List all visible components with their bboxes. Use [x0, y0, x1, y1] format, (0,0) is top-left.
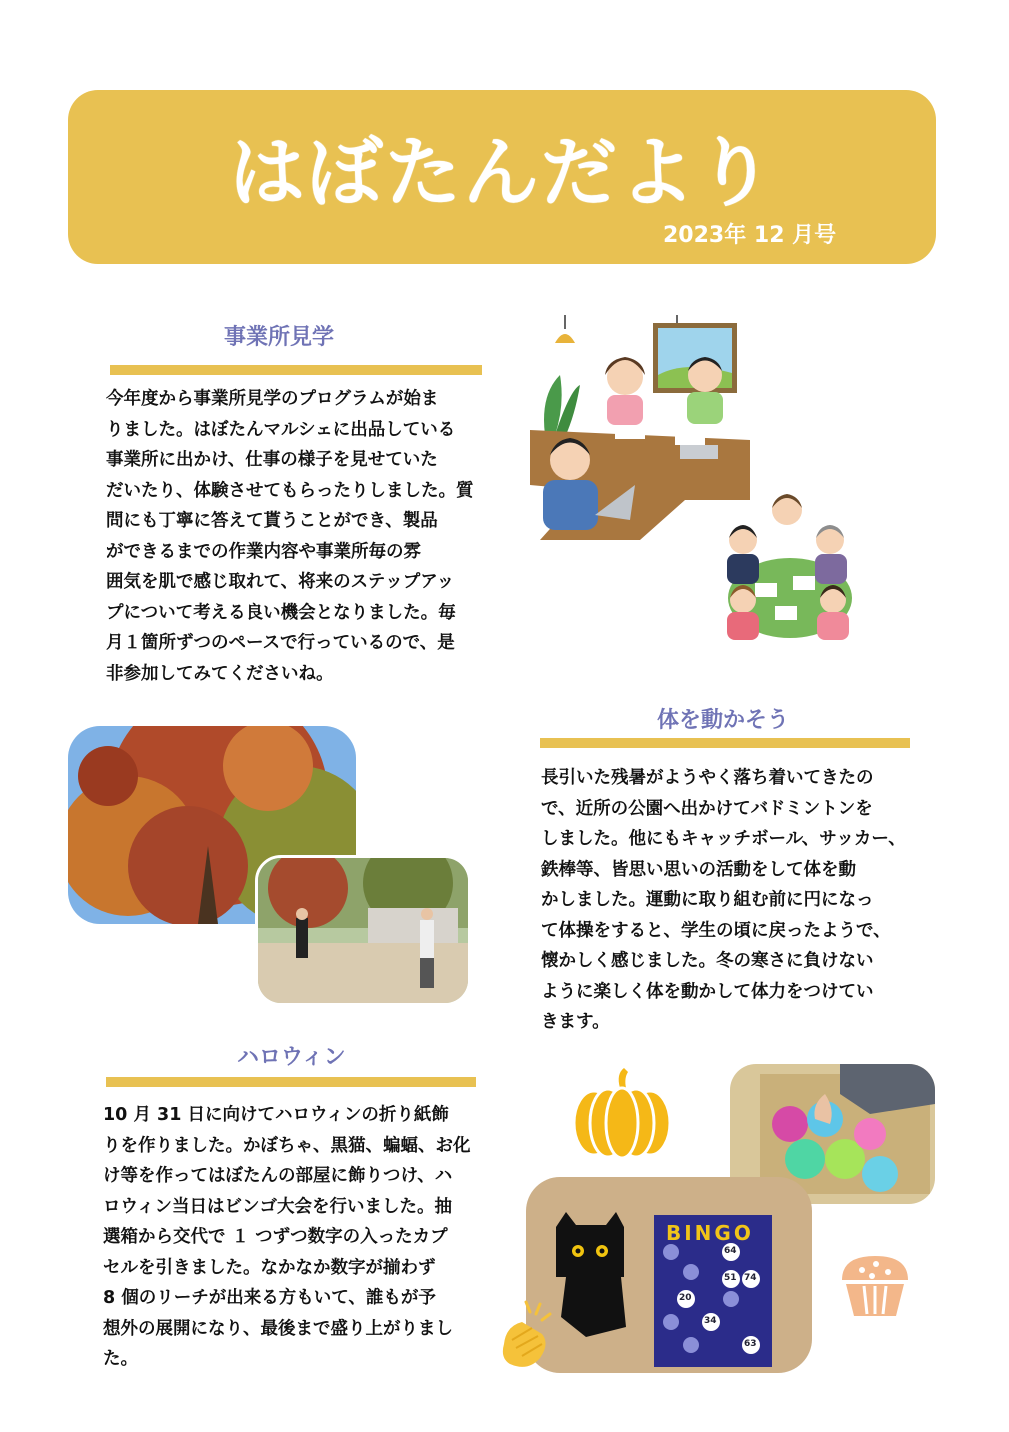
body-line: 選箱から交代で １ つずつ数字の入ったカプ	[103, 1227, 448, 1247]
bingo-card-title: BINGO	[666, 1221, 754, 1245]
issue-date: 2023年 12 月号	[663, 223, 837, 248]
section-body-visit	[106, 384, 486, 689]
body-line: セルを引きました。なかなか数字が揃わず	[103, 1257, 436, 1278]
body-line: 囲気を肌で感じ取れて、将来のステップアッ	[106, 572, 455, 592]
bingo-number: 64	[724, 1246, 737, 1256]
body-line: 月１箇所ずつのペースで行っているので、是	[106, 633, 455, 653]
section-rule-halloween	[106, 1077, 476, 1087]
body-line: 事業所に出かけ、仕事の様子を見せていた	[106, 450, 438, 470]
section-body-exercise	[541, 763, 921, 1038]
newsletter-title: はぼたんだより	[229, 128, 775, 217]
body-line: りました。はぼたんマルシェに出品している	[106, 419, 456, 440]
body-line: た。	[103, 1349, 138, 1369]
body-line: て体操をすると、学生の頃に戻ったようで、	[541, 920, 891, 941]
body-line: プについて考える良い機会となりました。毎	[106, 602, 456, 623]
body-line: け等を作ってはぼたんの部屋に飾りつけ、ハ	[103, 1166, 453, 1186]
body-line: 問にも丁寧に答えて貰うことができ、製品	[106, 511, 438, 531]
bingo-number: 74	[744, 1273, 757, 1283]
section-rule-exercise	[540, 738, 910, 748]
body-line: ができるまでの作業内容や事業所毎の雰	[106, 541, 421, 562]
header-banner	[68, 90, 936, 264]
bingo-number: 51	[724, 1273, 737, 1283]
bingo-number: 63	[744, 1339, 757, 1349]
body-line: 想外の展開になり、最後まで盛り上がりまし	[103, 1318, 453, 1339]
halloween-origami-bingo-photo	[526, 1177, 812, 1373]
bingo-number: 34	[704, 1316, 717, 1326]
section-title-halloween: ハロウィン	[237, 1045, 346, 1070]
body-line: しました。他にもキャッチボール、サッカー、	[541, 829, 906, 849]
bingo-number: 20	[679, 1293, 692, 1303]
clapping-hands-icon	[492, 1300, 564, 1372]
body-line: だいたり、体験させてもらったりしました。質	[106, 480, 474, 501]
section-rule-visit	[110, 365, 482, 375]
body-line: りを作りました。かぼちゃ、黒猫、蝙蝠、お化	[103, 1135, 471, 1156]
pumpkin-icon	[572, 1068, 672, 1158]
section-body-halloween	[103, 1100, 488, 1375]
group-discussion-illustration	[715, 488, 860, 648]
body-line: 懐かしく感じました。冬の寒さに負けない	[541, 951, 874, 971]
body-line: 10 月 31 日に向けてハロウィンの折り紙飾	[103, 1105, 449, 1125]
black-cat-origami	[556, 1212, 626, 1337]
body-line: ロウィン当日はビンゴ大会を行いました。抽	[103, 1196, 452, 1217]
body-line: 長引いた残暑がようやく落ち着いてきたの	[541, 768, 874, 788]
section-title-visit: 事業所見学	[224, 325, 335, 350]
muffin-icon	[836, 1250, 914, 1320]
body-line: 鉄棒等、皆思い思いの活動をして体を動	[541, 859, 856, 880]
body-line: ように楽しく体を動かして体力をつけてい	[541, 981, 874, 1002]
body-line: かしました。運動に取り組む前に円になっ	[541, 890, 874, 910]
section-title-exercise: 体を動かそう	[657, 708, 790, 733]
body-line: きます。	[541, 1012, 610, 1032]
body-line: 今年度から事業所見学のプログラムが始ま	[106, 389, 439, 409]
park-photo	[255, 855, 471, 1006]
body-line: 非参加してみてくださいね。	[106, 663, 334, 684]
body-line: で、近所の公園へ出かけてバドミントンを	[541, 798, 873, 819]
body-line: 8 個のリーチが出来る方もいて、誰もが予	[103, 1288, 436, 1308]
